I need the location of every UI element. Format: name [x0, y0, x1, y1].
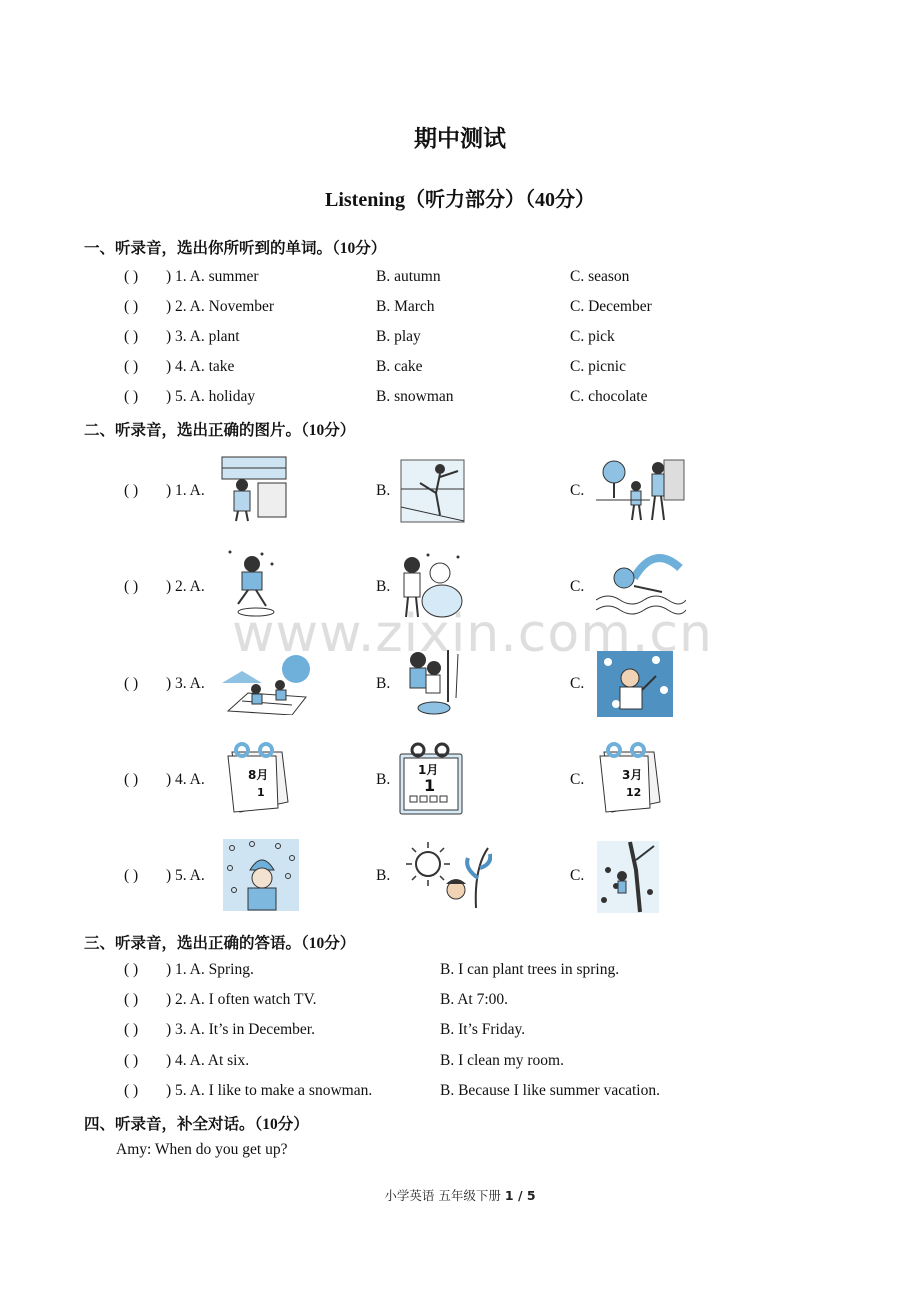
- calendar-a-month: 8月: [248, 768, 269, 782]
- option-b: B. autumn: [376, 268, 441, 285]
- answer-blank[interactable]: ( ): [124, 771, 139, 788]
- answer-blank[interactable]: ( ): [124, 867, 139, 884]
- answer-blank[interactable]: ( ): [124, 328, 139, 345]
- option-b: B. It’s Friday.: [440, 1021, 526, 1038]
- option-c: C.: [570, 867, 585, 884]
- autumn-leaves-picture: [596, 840, 660, 914]
- page-title: 期中测试: [414, 126, 506, 152]
- option-a: ) 3. A. It’s in December.: [166, 1021, 315, 1038]
- option-a: ) 4. A. At six.: [166, 1052, 250, 1069]
- answer-blank[interactable]: ( ): [124, 1052, 139, 1069]
- family-walk-picture: [594, 458, 686, 524]
- answer-blank[interactable]: ( ): [124, 1082, 139, 1099]
- option-a: ) 5. A.: [166, 867, 205, 884]
- section-2-heading: [84, 418, 355, 440]
- section-3-points: （10分）: [301, 935, 356, 952]
- page-footer: [0, 1186, 920, 1204]
- option-b: B. snowman: [376, 388, 454, 405]
- footer-text: 小学英语 五年级下册: [384, 1188, 501, 1203]
- answer-blank[interactable]: ( ): [124, 991, 139, 1008]
- option-b: B. play: [376, 328, 421, 345]
- option-b: B. March: [376, 298, 435, 315]
- option-b: B.: [376, 675, 391, 692]
- section-4-points: （10分）: [254, 1116, 309, 1133]
- calendar-a-day: 1: [257, 786, 265, 799]
- option-a: ) 4. A.: [166, 771, 205, 788]
- answer-blank[interactable]: ( ): [124, 578, 139, 595]
- answer-blank[interactable]: ( ): [124, 358, 139, 375]
- calendar-c-day: 12: [626, 786, 642, 799]
- option-c: C. December: [570, 298, 652, 315]
- option-c: C.: [570, 771, 585, 788]
- option-c: C. chocolate: [570, 388, 648, 405]
- answer-blank[interactable]: ( ): [124, 482, 139, 499]
- sunny-summer-picture: [398, 838, 492, 912]
- calendar-b-month: 1月: [418, 763, 439, 777]
- page-subtitle: Listening（听力部分）（40分）: [324, 189, 596, 211]
- option-a: ) 2. A.: [166, 578, 205, 595]
- section-1-heading: [84, 236, 386, 258]
- answer-blank[interactable]: ( ): [124, 961, 139, 978]
- dialog-line: Amy: When do you get up?: [116, 1141, 288, 1158]
- section-1-points: （10分）: [332, 240, 387, 257]
- option-b: B.: [376, 578, 391, 595]
- answer-blank[interactable]: ( ): [124, 298, 139, 315]
- option-b: B. At 7:00.: [440, 991, 509, 1008]
- ballet-dancer-picture: [400, 459, 465, 523]
- section-2-title: 二、听录音，选出正确的图片。: [84, 421, 302, 439]
- section-4-title: 四、听录音，补全对话。: [84, 1115, 255, 1133]
- option-c: C. season: [570, 268, 630, 285]
- section-2-points: （10分）: [301, 422, 356, 439]
- option-a: ) 3. A.: [166, 675, 205, 692]
- option-b: B. I clean my room.: [440, 1052, 564, 1069]
- option-a: ) 4. A. take: [166, 358, 235, 375]
- answer-blank[interactable]: ( ): [124, 388, 139, 405]
- watermark: www.zixin.com.cn: [232, 604, 713, 664]
- option-c: C.: [570, 675, 585, 692]
- snowy-winter-picture: [222, 838, 300, 912]
- option-a: ) 2. A. I often watch TV.: [166, 991, 317, 1008]
- option-b: B. cake: [376, 358, 423, 375]
- shopping-supermarket-picture: [220, 455, 288, 523]
- option-a: ) 1. A.: [166, 482, 205, 499]
- answer-blank[interactable]: ( ): [124, 675, 139, 692]
- option-a: ) 2. A. November: [166, 298, 275, 315]
- section-4-heading: [84, 1112, 309, 1134]
- calendar-c-month: 3月: [622, 768, 643, 782]
- option-b: B.: [376, 867, 391, 884]
- section-1-title: 一、听录音，选出你所听到的单词。: [84, 239, 333, 257]
- option-c: C. pick: [570, 328, 615, 345]
- page-number: 1 / 5: [504, 1188, 536, 1203]
- option-a: ) 1. A. Spring.: [166, 961, 254, 978]
- option-b: B. Because I like summer vacation.: [440, 1082, 660, 1099]
- section-3-heading: [84, 931, 355, 953]
- answer-blank[interactable]: ( ): [124, 268, 139, 285]
- calendar-b-day: 1: [424, 776, 436, 795]
- section-3-title: 三、听录音，选出正确的答语。: [84, 934, 302, 952]
- option-a: ) 5. A. holiday: [166, 388, 256, 405]
- option-b: B. I can plant trees in spring.: [440, 961, 620, 978]
- option-c: C. picnic: [570, 358, 626, 375]
- option-a: ) 1. A. summer: [166, 268, 259, 285]
- option-b: B.: [376, 482, 391, 499]
- option-a: ) 3. A. plant: [166, 328, 240, 345]
- option-b: B.: [376, 771, 391, 788]
- option-c: C.: [570, 578, 585, 595]
- option-c: C.: [570, 482, 585, 499]
- answer-blank[interactable]: ( ): [124, 1021, 139, 1038]
- option-a: ) 5. A. I like to make a snowman.: [166, 1082, 373, 1099]
